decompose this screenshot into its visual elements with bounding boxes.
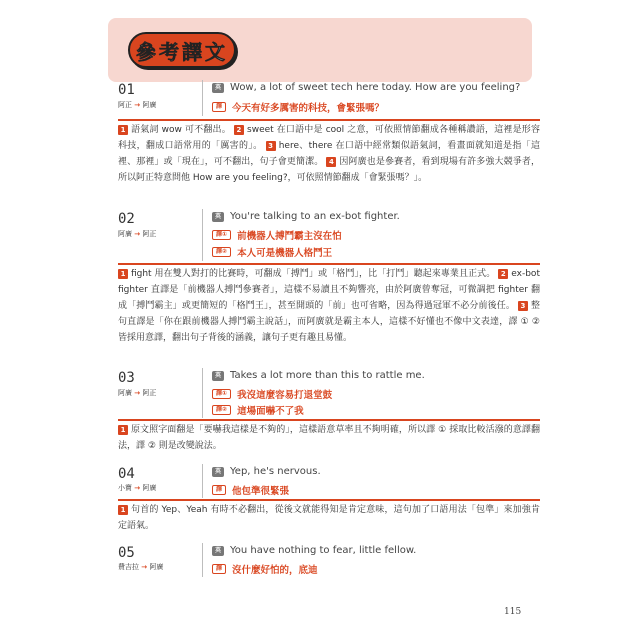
english-line: 英 You have nothing to fear, little fellow.	[212, 545, 416, 556]
speakers: 小寶 → 阿廣	[118, 484, 157, 492]
dialogue-entry-01	[118, 80, 541, 183]
english-line: 英 Yep, he's nervous.	[212, 466, 321, 477]
speakers: 阿廣 → 阿正	[118, 389, 157, 397]
translation-tag: 譯	[212, 102, 226, 112]
entry-number: 02	[118, 211, 135, 227]
english-text: Wow, a lot of sweet tech here today. How are you feeling?	[230, 82, 521, 93]
translation-line-1: 譯① 前機器人搏鬥霸主沒在怕	[212, 228, 342, 242]
english-text: Yep, he's nervous.	[230, 466, 321, 477]
divider	[202, 464, 203, 498]
divider	[202, 209, 203, 261]
english-text: You have nothing to fear, little fellow.	[230, 545, 417, 556]
english-line: 英 You're talking to an ex-bot fighter.	[212, 211, 400, 222]
entry-number: 05	[118, 545, 135, 561]
translation-text: 我沒這麼容易打退堂鼓	[237, 390, 333, 401]
translation-line: 譯 沒什麼好怕的，底迪	[212, 562, 318, 576]
divider	[202, 80, 203, 116]
dialogue-entry-03	[118, 368, 540, 451]
dialogue-entry-02	[118, 209, 540, 343]
translation-text: 前機器人搏鬥霸主沒在怕	[237, 231, 342, 242]
translation-text: 他包準很緊張	[232, 486, 290, 497]
translation-line-1: 譯① 我沒這麼容易打退堂鼓	[212, 387, 332, 401]
english-line: 英 Takes a lot more than this to rattle me.	[212, 370, 425, 381]
translation-line	[212, 100, 384, 114]
speakers: 阿廣 → 阿正	[118, 230, 157, 238]
english-tag: 英	[212, 83, 224, 93]
speakers: 阿正 → 阿廣	[118, 101, 157, 109]
section-title-badge	[128, 32, 236, 68]
translation-text: 沒什麼好怕的，底迪	[232, 565, 318, 576]
entry-rule	[118, 263, 540, 265]
entry-rule	[118, 119, 540, 121]
english-line	[212, 82, 520, 93]
dialogue-entry-04	[118, 464, 540, 531]
translation-line-2: 譯② 本人可是機器人格鬥王	[212, 245, 332, 259]
entry-rule	[118, 419, 540, 421]
divider	[202, 368, 203, 418]
entry-number: 03	[118, 370, 135, 386]
explanation-notes: 1 語氣詞 wow 可不翻出。 2 sweet 在口語中是 cool 之意，可依照情節翻成各種稱讚語，這裡是形容科技，翻成口語常用的「厲害的」。 3 here、there 在口語中經常類似語氣詞，看畫面就知道是指「這裡、那裡」或「現在」，可不翻出，句子會更簡潔。 4 因阿廣也是參賽者，看到現場有許多強大競爭者，所以阿正特意問他 How are you feeling?，可依照情節翻成「會緊張嗎？」。	[118, 125, 541, 183]
explanation-notes: 1 句首的 Yep、Yeah 有時不必翻出，從後文就能得知是肯定意味，這句加了口語用法「包準」來加強肯定語氣。	[118, 505, 540, 531]
speakers: 費吉拉 → 阿廣	[118, 563, 164, 571]
translation-text: 本人可是機器人格鬥王	[237, 248, 333, 259]
explanation-notes: 1 原文照字面翻是「要嚇我這樣是不夠的」，這樣語意草率且不夠明確，所以譯 ① 採取比較活潑的意譯翻法，譯 ② 則是改變說法。	[118, 425, 540, 451]
page-number: 115	[504, 607, 522, 617]
english-text: Takes a lot more than this to rattle me.	[230, 370, 425, 381]
translation-line: 譯 他包準很緊張	[212, 483, 289, 497]
explanation-notes: 1 fight 用在雙人對打的比賽時，可翻成「搏鬥」或「格鬥」，比「打鬥」聽起來專業且正式。 2 ex-bot fighter 直譯是「前機器人搏鬥參賽者」，這樣不易讀且不夠響亮，由於阿廣曾奪冠，可微調把 fighter 翻成「搏鬥霸主」或更簡短的「格鬥王」，甚至開頭的「前」也可省略，因為得過冠軍不必分前後任。 3 整句直譯是「你在跟前機器人搏鬥霸主說話」，而阿廣就是霸主本人，這樣不好懂也不像中文表達，譯 ① ② 皆採用意譯，翻出句子背後的涵義，讓句子更有趣且易懂。	[118, 269, 540, 343]
english-text: You're talking to an ex-bot fighter.	[230, 211, 400, 222]
translation-line-2: 譯② 這場面嚇不了我	[212, 403, 304, 417]
translation-text: 今天有好多厲害的科技，會緊張嗎？	[232, 103, 385, 114]
section-title: 參考譯文	[136, 39, 228, 64]
translation-text: 這場面嚇不了我	[237, 406, 304, 417]
entry-number: 01	[118, 82, 135, 98]
entry-rule	[118, 499, 540, 501]
entry-number: 04	[118, 466, 135, 482]
dialogue-entry-05	[118, 543, 540, 577]
divider	[202, 543, 203, 577]
